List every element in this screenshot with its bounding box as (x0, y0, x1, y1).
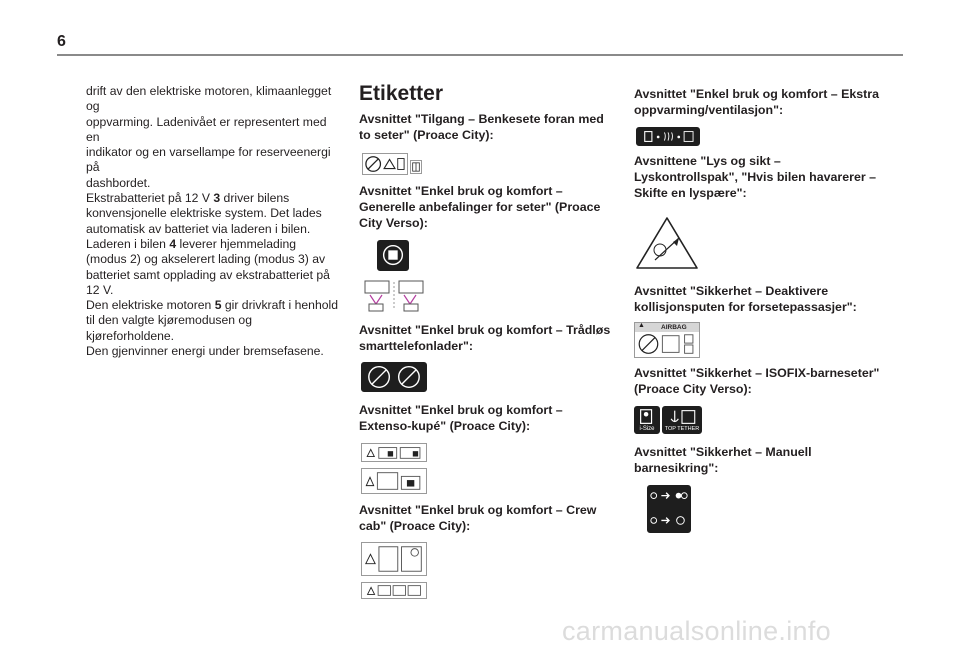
bulb-warning-label (633, 214, 701, 272)
top-tether-label (662, 406, 702, 434)
heading-line: Avsnittet "Sikkerhet – ISOFIX-barneseter" (634, 366, 880, 380)
heading-line: kollisjonsputen for forsetepassasjer": (634, 300, 857, 314)
watermark: carmanualsonline.info (562, 616, 831, 646)
seat-warning-icon (362, 583, 426, 598)
heading-line: smarttelefonlader": (359, 339, 473, 353)
text-line: batteriet samt opplading av ekstrabatteriet på (86, 267, 330, 282)
text-line: til den valgte kjøremodusen og kjøreforholdene. (86, 313, 252, 343)
heading-line: barnesikring": (634, 461, 719, 475)
bench-seat-label (362, 153, 408, 175)
heading-line: Avsnittet "Enkel bruk og komfort – Crew (359, 503, 597, 517)
seat-recommendation-icon (377, 240, 409, 271)
heading-line: City Verso): (359, 216, 428, 230)
airbag-label: ▲ AIRBAG (634, 322, 700, 358)
extra-heating-label (636, 127, 700, 146)
seat-warning-icon (362, 543, 426, 575)
heading-line: Avsnittene "Lys og sikt – (634, 154, 781, 168)
heading-extenso-cab (359, 402, 563, 434)
airbag-text: AIRBAG (661, 324, 687, 331)
text-line: gir drivkraft i henhold (221, 298, 338, 313)
wireless-charger-label (361, 362, 427, 392)
hot-bulb-warning-icon (633, 214, 701, 272)
no-rear-seat-icon (635, 332, 699, 357)
heading-line: Avsnittet "Sikkerhet – Manuell (634, 445, 812, 459)
seat-warning-icon (362, 469, 426, 493)
no-card-icon (362, 363, 426, 391)
anchor-icon (663, 407, 701, 427)
text-line: Den gjenvinner energi under bremsefasene. (86, 344, 324, 359)
ref-number: 3 (213, 191, 221, 206)
text-line: (modus 2) og akselerert lading (modus 3) av (86, 252, 326, 267)
intro-text (86, 84, 341, 359)
heading-line: oppvarming/ventilasjon": (634, 103, 784, 117)
heading-crew-cab (359, 502, 596, 534)
heading-extra-heating (634, 86, 879, 118)
top-tether-text: TOP TETHER (664, 426, 700, 432)
heading-line: Avsnittet "Sikkerhet – Deaktivere (634, 284, 829, 298)
seat-row-diagram-icon (364, 280, 426, 312)
extenso-label-1 (361, 443, 427, 462)
heading-child-lock (634, 444, 812, 476)
text-line: dashbordet. (86, 175, 151, 190)
page-number: 6 (57, 33, 66, 50)
heading-isofix (634, 365, 879, 397)
heading-line: Avsnittet "Enkel bruk og komfort – (359, 184, 563, 198)
heading-lights (634, 153, 876, 201)
heading-wireless-charger (359, 322, 610, 354)
heading-bench-seat (359, 111, 604, 143)
heading-line: Avsnittet "Tilgang – Benkesete foran med (359, 112, 604, 126)
heading-line: Avsnittet "Enkel bruk og komfort – (359, 403, 563, 417)
isize-text: i-Size (639, 426, 655, 432)
section-title: Etiketter (359, 82, 444, 105)
text-line: automatisk av batteriet via laderen i bilen. (86, 221, 311, 236)
heading-line: Generelle anbefalinger for seter" (Proace (359, 200, 601, 214)
header-rule (57, 54, 903, 56)
heading-line: Skifte en lyspære": (634, 186, 747, 200)
ref-number: 5 (214, 298, 222, 313)
text-line: Laderen i bilen (86, 236, 170, 251)
text-line: indikator og en varsellampe for reserveenergi på (86, 145, 331, 175)
heading-line: Avsnittet "Enkel bruk og komfort – Ekstra (634, 87, 880, 101)
seat-warning-icon (362, 444, 426, 461)
heading-line: (Proace City Verso): (634, 382, 752, 396)
text-line: 12 V. (86, 282, 114, 297)
crew-cab-label-2 (361, 582, 427, 599)
isize-label (634, 406, 660, 434)
fuel-heater-icon (637, 128, 699, 145)
text-line: leverer hjemmelading (176, 236, 297, 251)
heading-airbag (634, 283, 857, 315)
extenso-label-2 (361, 468, 427, 494)
text-line: Den elektriske motoren (86, 298, 215, 313)
child-lock-label (647, 485, 691, 533)
seat-warning-icon (363, 154, 407, 174)
heading-line: Avsnittet "Enkel bruk og komfort – Trådløs (359, 323, 611, 337)
text-line: konvensjonelle elektriske system. Det lades (86, 206, 322, 221)
heading-line: Extenso-kupé" (Proace City): (359, 419, 531, 433)
crew-cab-label-1 (361, 542, 427, 576)
heading-line: cab" (Proace City): (359, 519, 471, 533)
text-line: driver bilens (220, 191, 290, 206)
child-lock-icon (648, 486, 690, 532)
heading-line: Lyskontrollspak", "Hvis bilen havarerer – (634, 170, 876, 184)
text-line: oppvarming. Ladenivået er representert med en (86, 114, 327, 144)
heading-seats-general (359, 183, 600, 231)
book-icon (410, 160, 422, 174)
ref-number: 4 (169, 236, 177, 251)
heading-line: to seter" (Proace City): (359, 128, 494, 142)
text-line: drift av den elektriske motoren, klimaanlegget og (86, 84, 332, 114)
text-line: Ekstrabatteriet på 12 V (86, 191, 214, 206)
child-seat-icon (635, 407, 659, 427)
